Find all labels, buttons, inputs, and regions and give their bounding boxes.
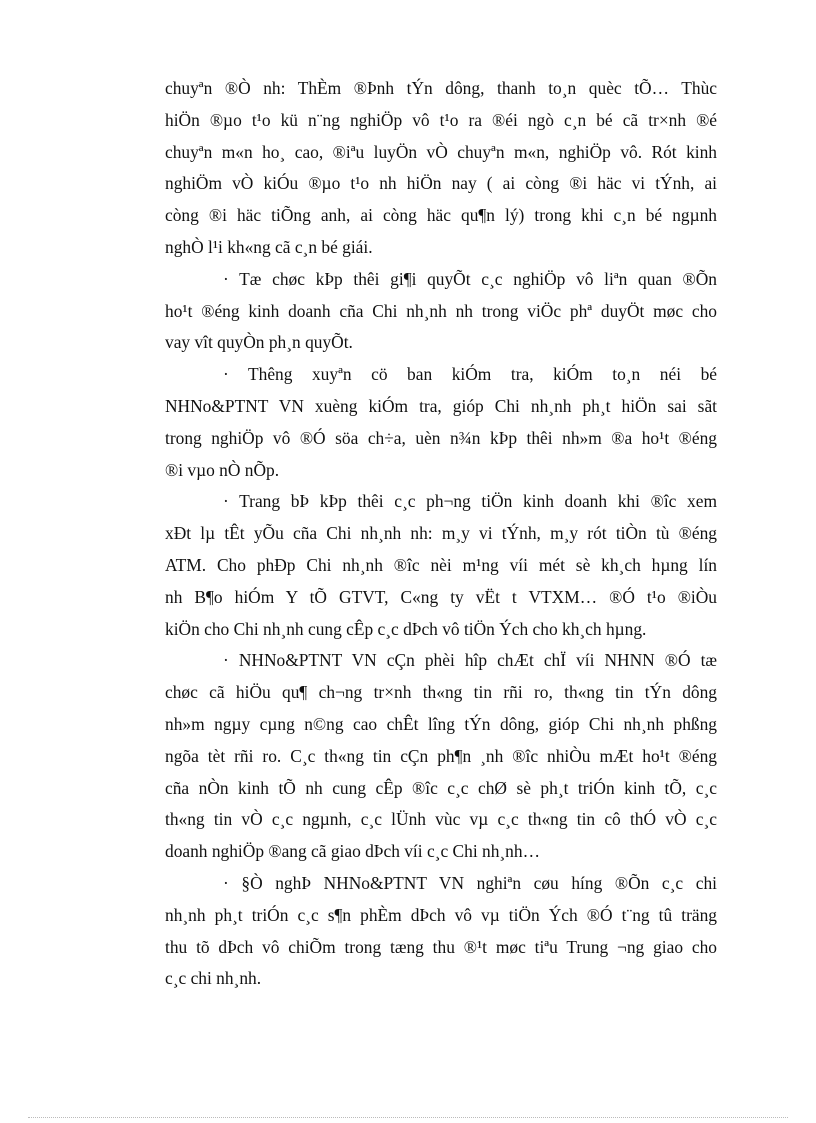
text-line: trong nghiÖp vô ®Ó söa ch÷a, uèn n¾n kÞp thêi nh»m ®a ho¹t ®éng bbox=[165, 427, 717, 448]
text-line: chuyªn ®Ò nh: ThÈm ®Þnh tÝn dông, thanh to¸n quèc tÕ… Thùc bbox=[165, 78, 717, 98]
text-line: ngõa tèt rñi ro. C¸c th«ng tin cÇn ph¶n ¸nh ®îc nhiÒu mÆt ho¹t ®éng bbox=[165, 745, 717, 766]
text-line: còng ®i häc tiÕng anh, ai còng häc qu¶n lý) trong khi c¸n bé ngµnh bbox=[165, 205, 717, 226]
text-line: · Trang bÞ kÞp thêi c¸c ph¬ng tiÖn kinh doanh khi ®îc xem bbox=[223, 491, 717, 512]
text-line: · §Ò nghÞ NHNo&PTNT VN nghiªn cøu híng ®Õn c¸c chi bbox=[223, 872, 717, 893]
text-line: nh B¶o hiÓm Y tÕ GTVT, C«ng ty vËt t VTXM… ®Ó t¹o ®iÒu bbox=[165, 586, 717, 607]
text-line: xÐt lµ tÊt yÕu cña Chi nh¸nh nh: m¸y vi tÝnh, m¸y rót tiÒn tù ®éng bbox=[165, 523, 717, 544]
page-bottom-border bbox=[28, 1117, 788, 1118]
text-line: th«ng tin vÒ c¸c ngµnh, c¸c lÜnh vùc vµ c¸c th«ng tin cô thÓ vÒ c¸c bbox=[165, 809, 717, 830]
text-line: chuyªn m«n ho¸ cao, ®iªu luyÖn vÒ chuyªn m«n, nghiÖp vô. Rót kinh bbox=[165, 141, 717, 162]
text-line: vay vît quyÒn ph¸n quyÕt. bbox=[165, 332, 353, 353]
text-line: · Thêng xuyªn cö ban kiÓm tra, kiÓm to¸n néi bé bbox=[223, 364, 717, 385]
text-line: nghÒ l¹i kh«ng cã c¸n bé giái. bbox=[165, 236, 373, 257]
text-line: hiÖn ®µo t¹o kü n¨ng nghiÖp vô t¹o ra ®éi ngò c¸n bé cã tr×nh ®é bbox=[165, 109, 717, 130]
text-line: ho¹t ®éng kinh doanh cña Chi nh¸nh nh trong viÖc phª duyÖt møc cho bbox=[165, 300, 717, 321]
text-line: doanh nghiÖp ®ang cã giao dÞch víi c¸c Chi nh¸nh… bbox=[165, 841, 540, 862]
bullet-paragraph bbox=[165, 868, 717, 995]
text-line: c¸c chi nh¸nh. bbox=[165, 968, 262, 989]
bullet-paragraph bbox=[165, 359, 717, 486]
text-line: nghiÖm vÒ kiÓu ®µo t¹o nh hiÖn nay ( ai còng ®i häc vi tÝnh, ai bbox=[165, 173, 717, 194]
text-line: chøc cã hiÖu qu¶ ch¬ng tr×nh th«ng tin rñi ro, th«ng tin tÝn dông bbox=[165, 682, 717, 703]
text-line: ®i vµo nÒ nÕp. bbox=[165, 459, 280, 480]
text-line: kiÖn cho Chi nh¸nh cung cÊp c¸c dÞch vô tiÖn Ých cho kh¸ch hµng. bbox=[165, 618, 647, 639]
bullet-paragraph bbox=[165, 264, 717, 359]
document-body bbox=[165, 73, 717, 995]
continuation-paragraph bbox=[165, 73, 717, 264]
bullet-paragraph bbox=[165, 645, 717, 868]
bullet-paragraph bbox=[165, 486, 717, 645]
text-line: NHNo&PTNT VN xuèng kiÓm tra, gióp Chi nh¸nh ph¸t hiÖn sai sãt bbox=[165, 395, 717, 416]
text-line: · NHNo&PTNT VN cÇn phèi hîp chÆt chÏ víi NHNN ®Ó tæ bbox=[223, 650, 717, 671]
text-line: nh»m ngµy cµng n©ng cao chÊt lîng tÝn dông, gióp Chi nh¸nh phßng bbox=[165, 713, 717, 734]
text-line: nh¸nh ph¸t triÓn c¸c s¶n phÈm dÞch vô vµ tiÖn Ých ®Ó t¨ng tû träng bbox=[165, 904, 717, 925]
text-line: cña nÒn kinh tÕ nh cung cÊp ®îc c¸c chØ sè ph¸t triÓn kinh tÕ, c¸c bbox=[165, 777, 717, 798]
text-line: ATM. Cho phÐp Chi nh¸nh ®îc nèi m¹ng víi mét sè kh¸ch hµng lín bbox=[165, 554, 717, 575]
text-line: thu tõ dÞch vô chiÕm trong tæng thu ®¹t møc tiªu Trung ¬ng giao cho bbox=[165, 936, 717, 957]
text-line: · Tæ chøc kÞp thêi gi¶i quyÕt c¸c nghiÖp vô liªn quan ®Õn bbox=[223, 268, 717, 289]
